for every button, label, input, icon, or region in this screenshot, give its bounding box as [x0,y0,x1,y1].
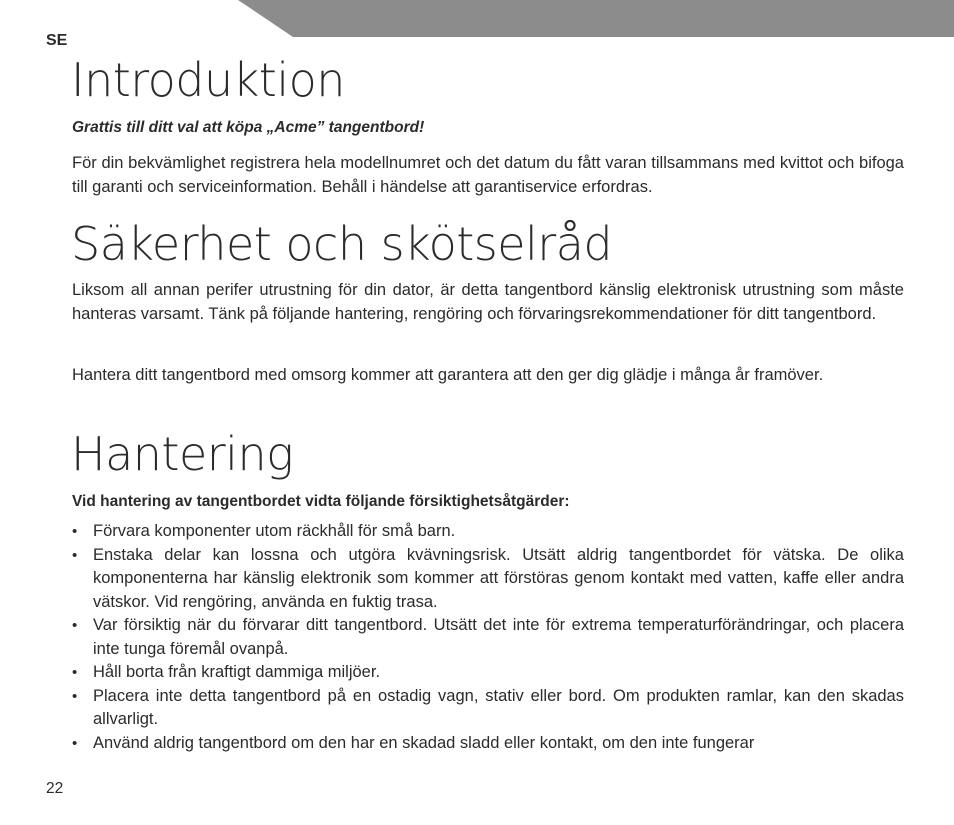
safety-title: Säkerhet och skötselråd [71,217,613,271]
list-item-text: Var försiktig när du förvarar ditt tangentbord. Utsätt det inte för extrema temperaturförändringar, och placera inte tunga föremål ovanpå. [93,616,904,658]
list-item-text: Förvara komponenter utom räckhåll för små barn. [93,522,456,540]
bullet-icon: • [72,617,78,634]
safety-paragraph-2: Hantera ditt tangentbord med omsorg kommer att garantera att den ger dig glädje i många år framöver. [72,366,824,384]
handling-bullet-list [72,520,904,755]
bullet-icon: • [72,734,78,752]
list-item [72,520,904,544]
bullet-icon: • [72,523,78,540]
list-item [72,685,904,732]
list-item [72,732,904,756]
list-item [72,661,904,685]
list-item-text: Håll borta från kraftigt dammiga miljöer. [93,663,381,681]
bullet-icon: • [72,687,78,705]
page-number: 22 [46,780,64,797]
language-code: SE [46,32,68,49]
list-item-text: Placera inte detta tangentbord på en ostadig vagn, stativ eller bord. Om produkten ramlar, kan den skadas allvarligt. [93,686,904,728]
handling-lead: Vid hantering av tangentbordet vidta följande försiktighetsåtgärder: [72,493,570,510]
list-item-text: Enstaka delar kan lossna och utgöra kvävningsrisk. Utsätt aldrig tangentbordet för vätska. De olika komponenterna har känslig elektronik som kommer att förstöras genom kontakt med vatten, kaffe eller andra vätskor. Vid rengöring, använda en fuktig trasa. [93,545,904,611]
list-item [72,614,904,661]
list-item-text: Använd aldrig tangentbord om den har en skadad sladd eller kontakt, om den inte fungerar [93,733,755,752]
safety-paragraph-1: Liksom all annan perifer utrustning för din dator, är detta tangentbord känslig elektronisk utrustning som måste hanteras varsamt. Tänk på följande hantering, rengöring och förvaringsrekommendationer för ditt tangentbord. [72,281,904,323]
bullet-icon: • [72,664,78,681]
introduction-paragraph: För din bekvämlighet registrera hela modellnumret och det datum du fått varan tillsammans med kvittot och bifoga till garanti och serviceinformation. Behåll i händelse att garantiservice erfordras. [72,154,904,196]
list-item [72,544,904,615]
header-tab-decoration [238,0,954,37]
introduction-title: Introduktion [71,53,345,107]
bullet-icon: • [72,546,78,564]
handling-title: Hantering [71,427,294,481]
introduction-lead: Grattis till ditt val att köpa „Acme” tangentbord! [72,119,425,136]
